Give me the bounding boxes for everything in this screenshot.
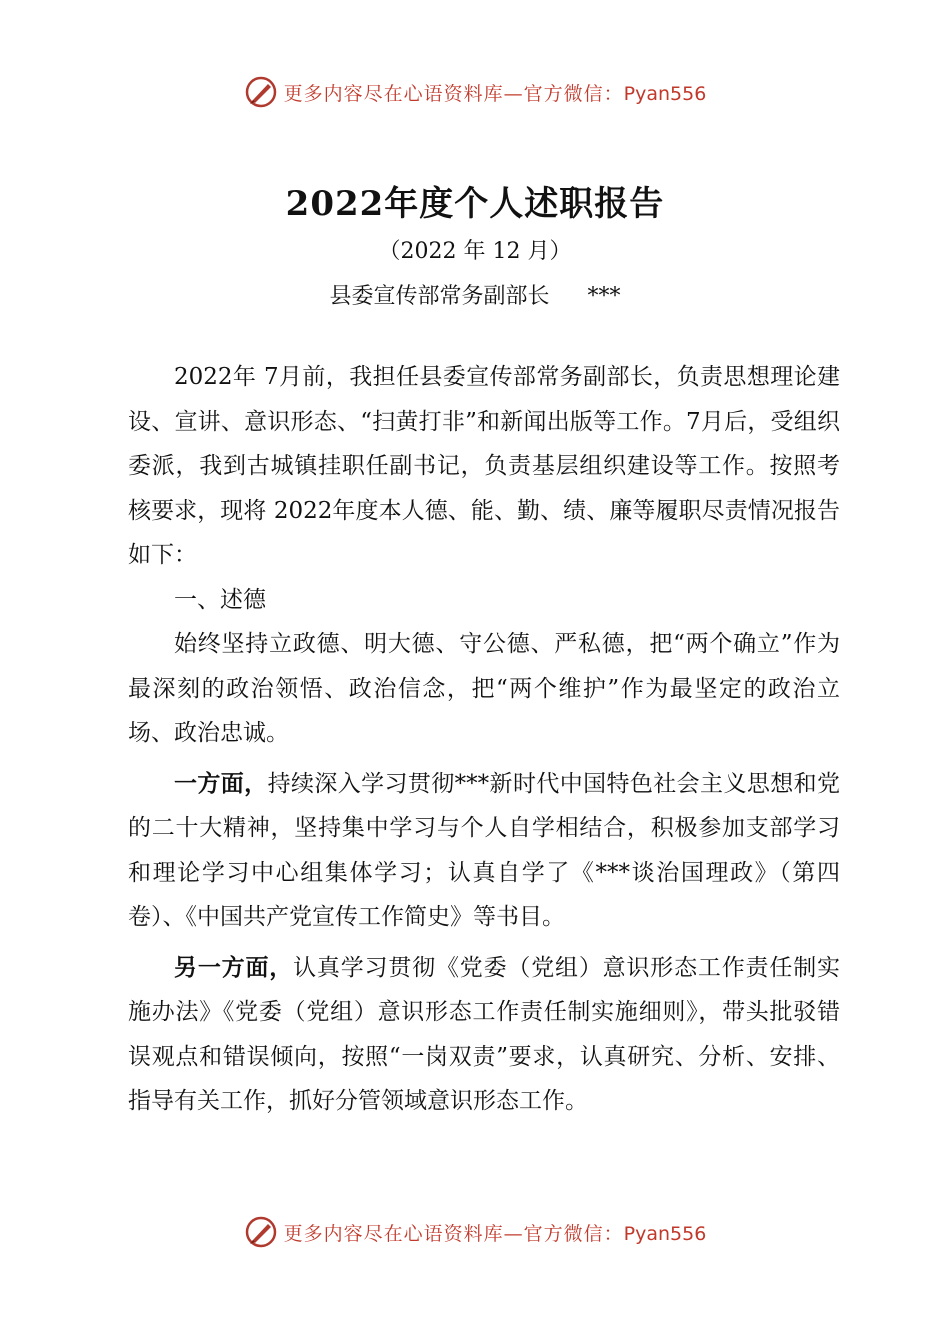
wechat-id: Pyan556 [623,1222,707,1245]
paragraph-2-text: 持续深入学习贯彻***新时代中国特色社会主义思想和党的二十大精神，坚持集中学习与个人自学相结合，积极参加支部学习和理论学习中心组集体学习；认真自学了《***谈治国理政》（第四卷）、《中国共产党宣传工作简史》等书目。 [128,770,841,930]
banner-text: 更多内容尽在心语资料库—官方微信：Pyan556 [283,82,707,105]
wechat-id: Pyan556 [623,82,707,105]
author-name: *** [587,284,621,309]
footer-banner [0,1212,950,1252]
pen-logo-icon [244,1215,278,1249]
document-body [128,355,840,1124]
intro-paragraph: 2022年 7月前，我担任县委宣传部常务副部长，负责思想理论建设、宣讲、意识形态、“扫黄打非”和新闻出版等工作。7月后，受组织委派，我到古城镇挂职任副书记，负责基层组织建设等工作。按照考核要求，现将 2022年度本人德、能、勤、绩、廉等履职尽责情况报告如下： [128,364,840,568]
document-date: （2022 年 12 月） [378,239,572,264]
paragraph-1: 始终坚持立政德、明大德、守公德、严私德，把“两个确立”作为最深刻的政治领悟、政治信念，把“两个维护”作为最坚定的政治立场、政治忠诚。 [128,631,840,746]
paragraph-3-lead: 另一方面， [174,954,294,981]
paragraph-3-text: 认真学习贯彻《党委（党组）意识形态工作责任制实施办法》《党委（党组）意识形态工作责任制实施细则》，带头批驳错误观点和错误倾向，按照“一岗双责”要求，认真研究、分析、安排、指导有关工作，抓好分管领域意识形态工作。 [128,954,841,1114]
banner-text: 更多内容尽在心语资料库—官方微信：Pyan556 [283,1222,707,1245]
paragraph-3 [128,946,840,1124]
author-line [0,279,950,310]
document-title: 2022年度个人述职报告 [285,184,665,224]
pen-logo-icon [244,75,278,109]
paragraph-2 [128,762,840,940]
header-banner [0,72,950,112]
author-position: 县委宣传部常务副部长 [329,284,550,309]
section-heading: 一、述德 [174,586,266,613]
paragraph-2-lead: 一方面， [174,770,268,797]
